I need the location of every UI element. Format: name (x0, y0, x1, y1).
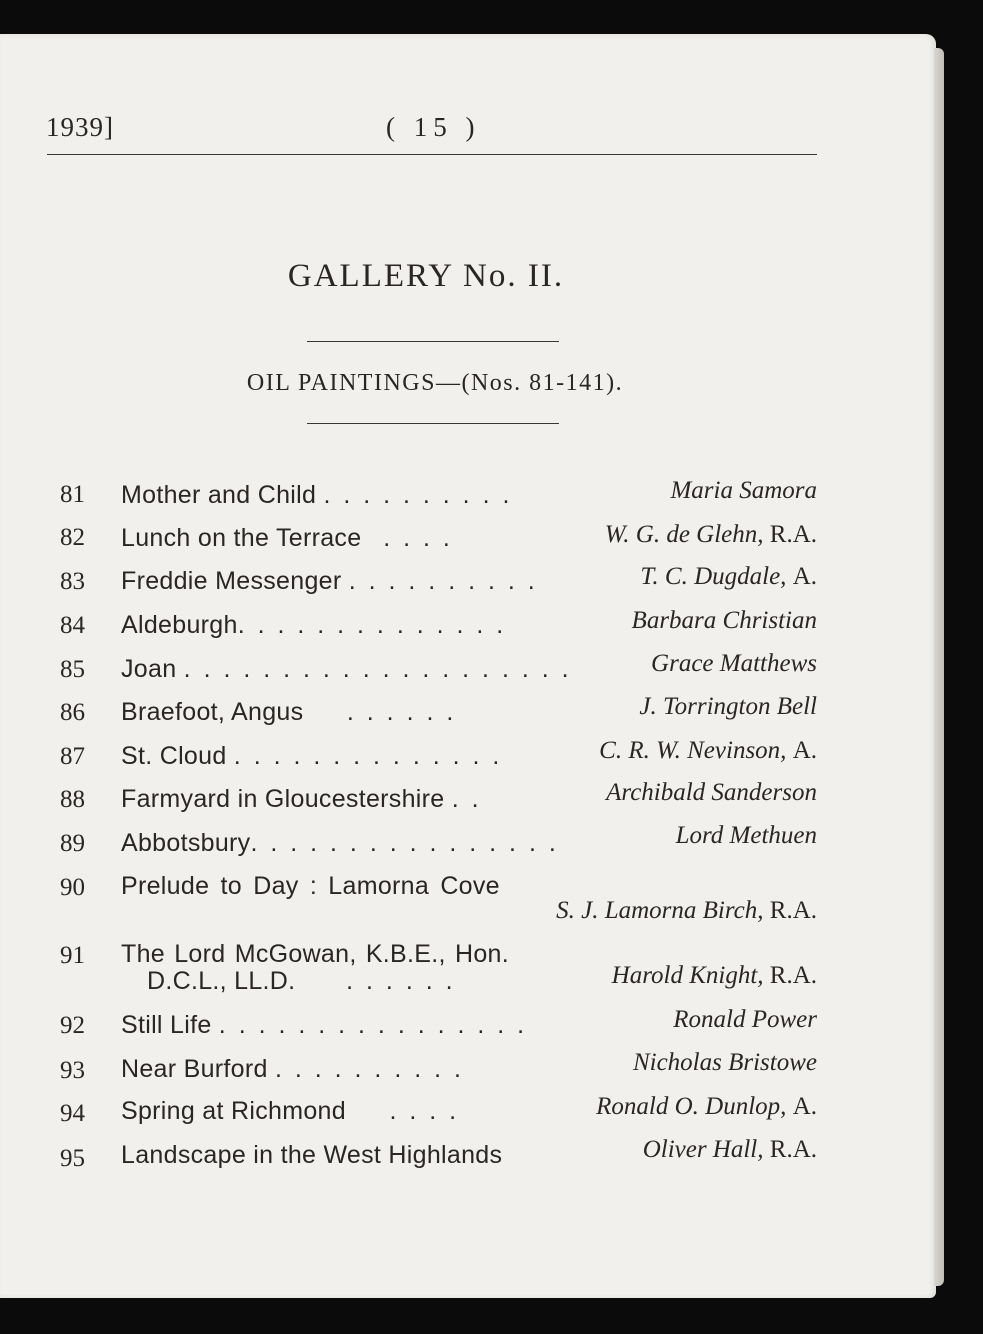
entry-title-text: Aldeburgh (121, 611, 238, 639)
artist-name: Harold Knight, (611, 962, 764, 989)
artist-name: Ronald Power (673, 1006, 817, 1033)
entry-title: The Lord McGowan, K.B.E., Hon. (121, 940, 509, 968)
header-rule (47, 154, 817, 155)
entry-title-text: Near Burford (121, 1055, 268, 1083)
entry-artist (640, 563, 817, 591)
entry-number: 83 (60, 568, 85, 595)
entry-title (121, 742, 502, 771)
entry-artist (651, 650, 817, 678)
artist-suffix: A. (792, 737, 817, 764)
artist-suffix: A. (792, 1093, 817, 1120)
entry-title-text: Braefoot, Angus (121, 698, 304, 726)
entry-title (121, 872, 500, 901)
entry-title (121, 655, 572, 684)
artist-name: S. J. Lamorna Birch, (556, 897, 764, 924)
entry-number: 95 (60, 1145, 85, 1172)
entry-title-text: Freddie Messenger (121, 567, 342, 595)
entry-artist (670, 477, 817, 505)
section-title: OIL PAINTINGS—(Nos. 81-141). (246, 370, 624, 396)
entry-artist (633, 1049, 817, 1077)
entry-number: 88 (60, 786, 85, 813)
entry-title-text: D.C.L., LL.D. (147, 967, 296, 995)
entry-title-text: Farmyard in Gloucestershire (121, 785, 445, 813)
entry-title (121, 611, 506, 640)
entry-title-text: Spring at Richmond (121, 1097, 346, 1125)
leader-dots: . . . . . . . . . . . . . . (237, 611, 507, 639)
leader-dots: . . . . . . (346, 967, 456, 995)
entry-artist (556, 897, 817, 925)
page-edge (934, 48, 944, 1286)
artist-name: Ronald O. Dunlop, (596, 1093, 787, 1120)
entry-title (121, 829, 559, 858)
entry-title (121, 481, 512, 510)
entry-title-text: Mother and Child (121, 481, 317, 509)
entry-title-text: Joan (121, 655, 177, 683)
entry-artist (599, 737, 817, 765)
entry-title (121, 785, 482, 814)
leader-dots: . . . . (389, 1097, 460, 1125)
gallery-title: GALLERY No. II. (287, 258, 565, 294)
entry-number: 82 (60, 524, 85, 551)
entry-number: 89 (60, 830, 85, 857)
entry-artist (605, 521, 817, 549)
header-year: 1939] (46, 112, 114, 142)
title-rule-upper (307, 341, 559, 342)
artist-suffix: R.A. (769, 1136, 817, 1163)
leader-dots: . . . . . . . . . . . . . . . . (218, 1011, 528, 1039)
artist-name: W. G. de Glehn, (604, 521, 764, 548)
entry-title-text: Landscape in the West Highlands (121, 1141, 503, 1169)
entry-title-text: Prelude to Day : Lamorna Cove (121, 872, 500, 900)
entry-number: 87 (60, 743, 85, 770)
entry-number: 91 (60, 942, 85, 969)
artist-name: Maria Samora (670, 477, 817, 504)
entry-title (121, 1141, 502, 1170)
entry-artist (676, 822, 817, 850)
entry-title (121, 524, 453, 553)
entry-title (121, 1097, 459, 1126)
artist-name: T. C. Dugdale, (640, 563, 787, 590)
entry-number: 86 (60, 699, 85, 726)
artist-name: J. Torrington Bell (639, 693, 817, 720)
entry-number: 81 (60, 481, 85, 508)
leader-dots: . . . . . . . . . . (323, 481, 513, 509)
entry-number: 85 (60, 656, 85, 683)
entry-title (121, 1011, 527, 1040)
artist-suffix: R.A. (769, 897, 817, 924)
leader-dots: . . (451, 785, 482, 813)
leader-dots: . . . . . . . . . . . . . . (233, 742, 503, 770)
entry-artist (639, 693, 817, 721)
artist-name: Archibald Sanderson (606, 779, 817, 806)
title-rule-lower (307, 423, 559, 424)
header-page-number: ( 15 ) (386, 112, 481, 142)
entry-title-continuation (147, 967, 456, 996)
leader-dots: . . . . . . . . . . (274, 1055, 464, 1083)
entry-title-text: Abbotsbury (121, 829, 251, 857)
entry-title-text: Still Life (121, 1011, 212, 1039)
entry-number: 92 (60, 1012, 85, 1039)
artist-name: Oliver Hall, (642, 1136, 764, 1163)
entry-artist (606, 779, 817, 807)
entry-number: 90 (60, 874, 85, 901)
artist-name: Barbara Christian (631, 607, 817, 634)
entry-number: 93 (60, 1057, 85, 1084)
artist-name: C. R. W. Nevinson, (599, 737, 787, 764)
artist-name: Lord Methuen (675, 822, 817, 849)
entry-artist (643, 1136, 817, 1164)
artist-name: Grace Matthews (651, 650, 817, 677)
artist-name: Nicholas Bristowe (632, 1049, 817, 1076)
entry-artist (632, 607, 817, 635)
leader-dots: . . . . . . (346, 698, 457, 726)
artist-suffix: A. (792, 563, 817, 590)
entry-artist (596, 1093, 817, 1121)
artist-suffix: R.A. (769, 521, 817, 548)
leader-dots: . . . . . . . . . . . . . . . . (250, 829, 559, 857)
entry-title (121, 698, 456, 727)
leader-dots: . . . . . . . . . . . . . . . . . . . . (183, 655, 572, 683)
leader-dots: . . . . (383, 524, 453, 552)
entry-title-text: St. Cloud (121, 742, 227, 770)
entry-title (121, 567, 538, 596)
entry-title-text: Lunch on the Terrace (121, 524, 362, 552)
entry-artist (673, 1006, 817, 1034)
entry-number: 84 (60, 612, 85, 639)
entry-artist (612, 962, 817, 990)
entry-title (121, 1055, 464, 1084)
entry-number: 94 (60, 1100, 85, 1127)
leader-dots: . . . . . . . . . . (348, 567, 538, 595)
artist-suffix: R.A. (769, 962, 817, 989)
